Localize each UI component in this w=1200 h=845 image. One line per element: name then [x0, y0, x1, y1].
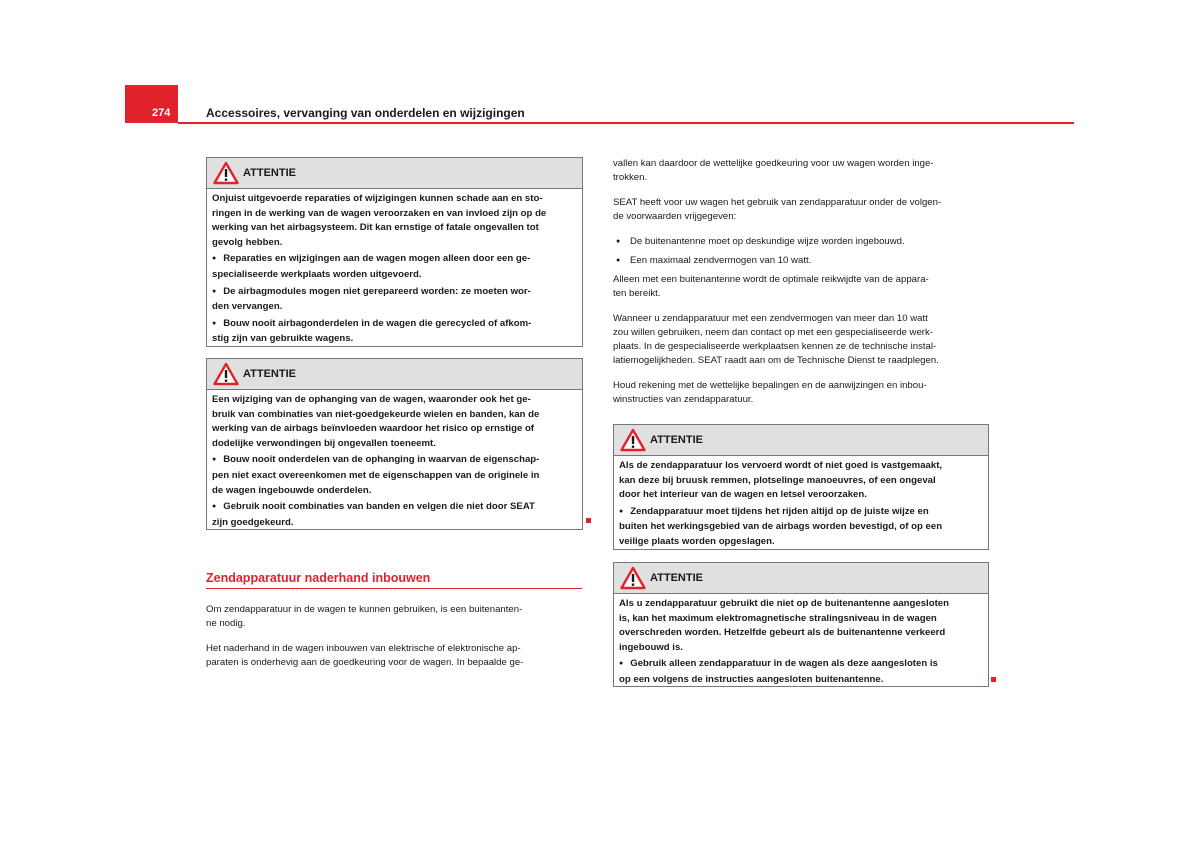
paragraph	[613, 157, 998, 185]
warning-bullet	[212, 252, 577, 282]
warning-header	[207, 158, 582, 189]
warning-title: ATTENTIE	[650, 434, 703, 446]
text-line: Bouw nooit onderdelen van de ophanging in waarvan de eigenschap-	[223, 454, 540, 466]
paragraph	[613, 196, 998, 224]
text-line: Reparaties en wijzigingen aan de wagen mogen alleen door een ge-	[223, 253, 531, 265]
bullet-icon: ●	[212, 319, 217, 327]
text-line: Wanneer u zendapparatuur met een zendvermogen van meer dan 10 watt	[613, 313, 928, 324]
warning-box-4	[613, 562, 989, 687]
text-line: ten bereikt.	[613, 288, 661, 299]
text-line: Om zendapparatuur in de wagen te kunnen gebruiken, is een buitenanten-	[206, 604, 523, 615]
bullet-icon: ●	[619, 660, 624, 668]
warning-body	[614, 456, 988, 555]
warning-body	[207, 189, 582, 352]
warning-bullet	[619, 657, 983, 687]
text-line: kan deze bij bruusk remmen, plotselinge manoeuvres, of een ongeval	[619, 474, 936, 486]
text-line: werking van het airbagsysteem. Dit kan ernstige of fatale ongevallen tot	[212, 222, 539, 234]
text-line: Gebruik nooit combinaties van banden en velgen die niet door SEAT	[223, 501, 535, 513]
text-line: de wagen ingebouwde onderdelen.	[212, 484, 372, 496]
text-line: plaats. In de gespecialiseerde werkplaatsen kennen ze de technische instal-	[613, 341, 937, 352]
bullet-icon: ●	[212, 255, 217, 263]
text-line: veilige plaats worden opgeslagen.	[619, 535, 775, 547]
warning-title: ATTENTIE	[243, 167, 296, 179]
list-item: ● De buitenantenne moet op deskundige wijze worden ingebouwd.	[613, 235, 998, 249]
warning-text	[212, 393, 577, 451]
text-line: overschreden worden. Hetzelfde gebeurt als de buitenantenne verkeerd	[619, 627, 946, 639]
list-item: ● Een maximaal zendvermogen van 10 watt.	[613, 254, 998, 268]
warning-text	[212, 192, 577, 250]
text-line: ingebouwd is.	[619, 641, 683, 653]
text-line: de voorwaarden vrijgegeven:	[613, 211, 737, 222]
bullet-icon: ●	[212, 503, 217, 511]
warning-header	[207, 359, 582, 390]
text-line: dodelijke verwondingen bij ongevallen toeneemt.	[212, 437, 436, 449]
warning-body	[207, 390, 582, 535]
warning-text	[619, 597, 983, 655]
text-line: zou willen gebruiken, neem dan contact op met een gespecialiseerde werk-	[613, 327, 933, 338]
bullet-icon: ●	[212, 287, 217, 295]
text-line: pen niet exact overeenkomen met de eigenschappen van de originele in	[212, 469, 540, 481]
text-line: Als u zendapparatuur gebruikt die niet op de buitenantenne aangesloten	[619, 598, 949, 609]
left-column-text	[206, 603, 586, 681]
warning-bullet	[212, 500, 577, 530]
text-line: op een volgens de instructies aangesloten buitenantenne.	[619, 673, 884, 685]
warning-bullet	[212, 317, 577, 347]
warning-box-3	[613, 424, 989, 550]
text-line: Een wijziging van de ophanging van de wagen, waaronder ook het ge-	[212, 394, 531, 405]
text-line: werking van de airbags beïnvloeden waardoor het risico op ernstige of	[212, 423, 534, 435]
section-end-marker	[991, 677, 996, 682]
text-line: SEAT heeft voor uw wagen het gebruik van zendapparatuur onder de volgen-	[613, 197, 942, 208]
section-rule	[206, 588, 582, 589]
section-end-marker	[586, 518, 591, 523]
text-line: zijn goedgekeurd.	[212, 516, 294, 528]
paragraph	[613, 379, 998, 407]
text-line: latiemogelijkheden. SEAT raadt aan om de Technische Dienst te raadplegen.	[613, 355, 939, 366]
text-line: den vervangen.	[212, 301, 283, 313]
warning-triangle-icon	[213, 362, 239, 386]
text-line: Onjuist uitgevoerde reparaties of wijzigingen kunnen schade aan en sto-	[212, 193, 543, 204]
warning-bullet	[619, 505, 983, 550]
text-line: Zendapparatuur moet tijdens het rijden altijd op de juiste wijze en	[630, 505, 929, 517]
bullet-list	[613, 235, 998, 268]
warning-title: ATTENTIE	[650, 572, 703, 584]
section-title: Zendapparatuur naderhand inbouwen	[206, 571, 431, 585]
warning-header	[614, 563, 988, 594]
bullet-icon: ●	[212, 456, 217, 464]
paragraph	[613, 312, 998, 368]
text-line: De airbagmodules mogen niet gerepareerd worden: ze moeten wor-	[223, 285, 531, 297]
warning-bullet	[212, 285, 577, 315]
page-header-title: Accessoires, vervanging van onderdelen en wijzigingen	[206, 106, 525, 120]
text-line: Alleen met een buitenantenne wordt de optimale reikwijdte van de appara-	[613, 274, 929, 285]
warning-box-2	[206, 358, 583, 530]
warning-triangle-icon	[620, 428, 646, 452]
warning-body	[614, 594, 988, 693]
right-column-text	[613, 157, 998, 418]
text-line: door het interieur van de wagen en letsel veroorzaken.	[619, 489, 867, 501]
text-line: specialiseerde werkplaats worden uitgevoerd.	[212, 268, 422, 280]
text-line: ne nodig.	[206, 618, 246, 629]
text-line: stig zijn van gebruikte wagens.	[212, 333, 354, 345]
text-line: gevolg hebben.	[212, 236, 283, 248]
text-line: paraten is onderhevig aan de goedkeuring voor de wagen. In bepaalde ge-	[206, 657, 524, 668]
page-number: 274	[152, 107, 171, 119]
text-line: winstructies van zendapparatuur.	[613, 394, 754, 405]
paragraph	[206, 603, 586, 631]
header-rule	[178, 122, 1074, 124]
text-line: is, kan het maximum elektromagnetische stralingsniveau in de wagen	[619, 612, 937, 624]
text-line: Houd rekening met de wettelijke bepalingen en de aanwijzingen en inbou-	[613, 380, 927, 391]
warning-triangle-icon	[620, 566, 646, 590]
warning-header	[614, 425, 988, 456]
text-line: ringen in de werking van de wagen veroorzaken en van invloed zijn op de	[212, 207, 547, 219]
paragraph	[206, 642, 586, 670]
warning-text	[619, 459, 983, 503]
paragraph	[613, 273, 998, 301]
text-line: Het naderhand in de wagen inbouwen van elektrische of elektronische ap-	[206, 643, 521, 654]
bullet-icon: ●	[619, 507, 624, 515]
warning-title: ATTENTIE	[243, 368, 296, 380]
warning-triangle-icon	[213, 161, 239, 185]
text-line: Gebruik alleen zendapparatuur in de wagen als deze aangesloten is	[630, 658, 938, 670]
text-line: buiten het werkingsgebied van de airbags worden bevestigd, of op een	[619, 521, 943, 533]
text-line: Bouw nooit airbagonderdelen in de wagen die gerecycled of afkom-	[223, 317, 532, 329]
text-line: vallen kan daardoor de wettelijke goedkeuring voor uw wagen worden inge-	[613, 158, 934, 169]
text-line: trokken.	[613, 172, 648, 183]
warning-box-1	[206, 157, 583, 347]
text-line: bruik van combinaties van niet-goedgekeurde wielen en banden, kan de	[212, 408, 540, 420]
warning-bullet	[212, 453, 577, 498]
text-line: Als de zendapparatuur los vervoerd wordt of niet goed is vastgemaakt,	[619, 460, 943, 471]
